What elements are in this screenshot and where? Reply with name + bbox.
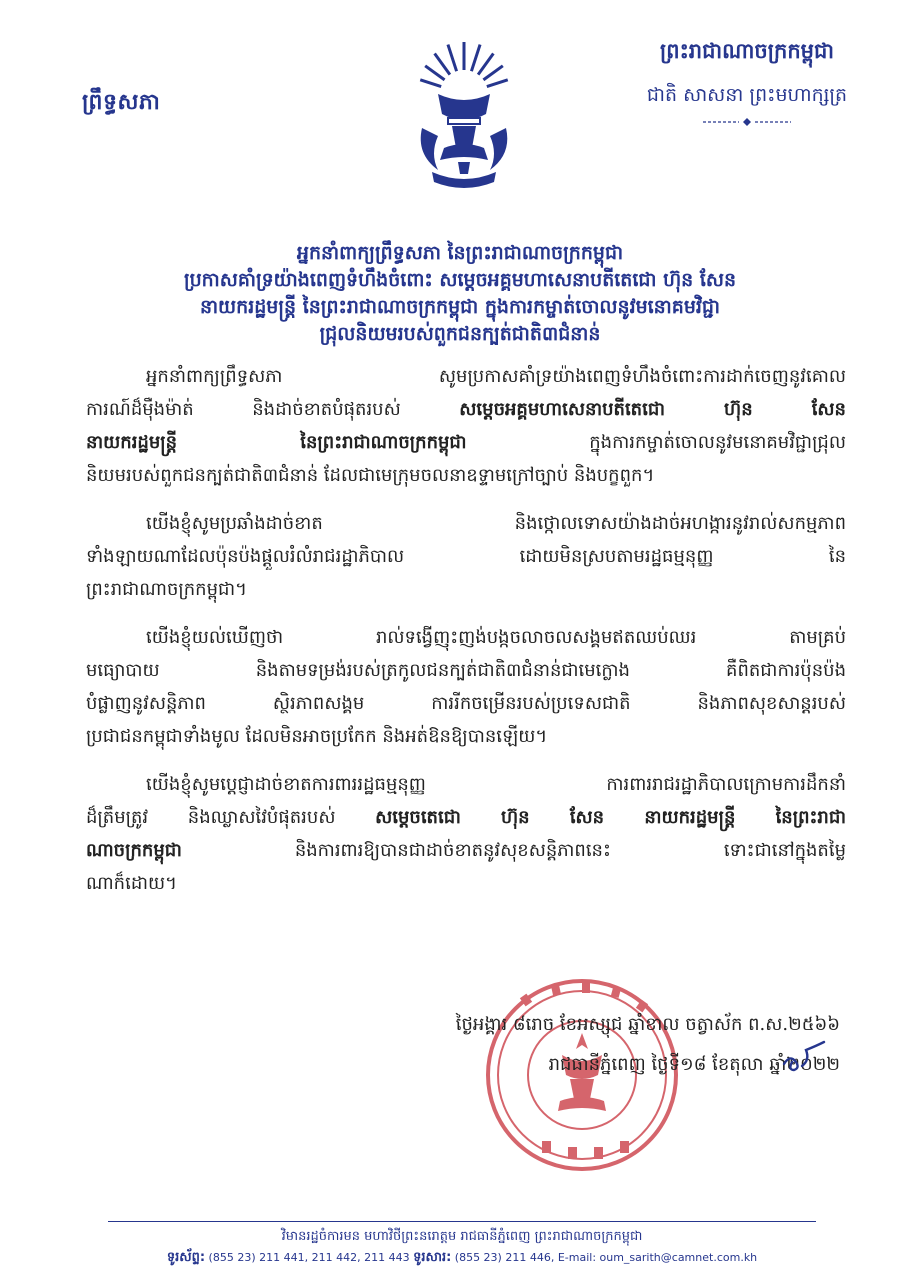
bold-name: ណាចក្រកម្ពុជា (86, 840, 182, 861)
text-span: ការណ៍ដ៏ម៉ឺងម៉ាត់ និងដាច់ខាតបំផុតរបស់ (86, 399, 460, 420)
senate-heading: ព្រឹទ្ធសភា (82, 89, 161, 115)
bold-name: នាយករដ្ឋមន្ត្រី នៃព្រះរាជាណាចក្រកម្ពុជា (86, 432, 467, 453)
footer (108, 1226, 816, 1268)
paragraph-2 (86, 507, 846, 606)
title-line: អ្នកនាំពាក្យព្រឹទ្ធសភា នៃព្រះរាជាណាចក្រកម្ពុជា (296, 242, 624, 264)
kingdom-name: ព្រះរាជាណាចក្រកម្ពុជា (659, 38, 834, 63)
text-line: និយមរបស់ពួកជនក្បត់ជាតិ៣ជំនាន់ ដែលជាមេក្រុមចលនាឧទ្ទាមក្រៅច្បាប់ និងបក្ខពួក។ (86, 465, 655, 486)
paragraph-3 (86, 621, 846, 753)
bold-name: សម្តេចតេជោ ហ៊ុន សែន នាយករដ្ឋមន្ត្រី នៃព្រះរាជា (375, 807, 846, 828)
footer-contacts (108, 1248, 816, 1268)
phone-numbers: (855 23) 211 441, 211 442, 211 443 (205, 1251, 414, 1264)
text-line: យើងខ្ញុំសូមប្តេជ្ញាដាច់ខាតការពាររដ្ឋធម្មនុញ្ញ ការពាររាជរដ្ឋាភិបាលក្រោមការដឹកនាំ (146, 774, 846, 795)
text-line: អ្នកនាំពាក្យព្រឹទ្ធសភា សូមប្រកាសគាំទ្រយ៉ាងពេញទំហឹងចំពោះការដាក់ចេញនូវគោល (146, 366, 846, 387)
text-line (86, 426, 846, 459)
statement-title (60, 240, 860, 348)
text-line: ទាំងឡាយណាដែលប៉ុនប៉ងផ្តួលរំលំរាជរដ្ឋាភិបាល ដោយមិនស្របតាមរដ្ឋធម្មនុញ្ញ នៃ (86, 546, 846, 567)
text-line (86, 393, 846, 426)
kingdom-header (642, 38, 852, 131)
text-line: ប្រជាជនកម្ពុជាទាំងមូល ដែលមិនអាចប្រកែក និងអត់ឱនឱ្យបានឡើយ។ (86, 726, 548, 747)
paragraph-4 (86, 768, 846, 900)
phone-label: ទូរស័ព្ទ: (166, 1250, 206, 1265)
text-line (86, 834, 846, 867)
signature-icon (780, 1036, 830, 1076)
text-span: និងការពារឱ្យបានជាដាច់ខាតនូវសុខសន្តិភាពនេះ ទោះជានៅក្នុងតម្លៃ (181, 840, 846, 861)
bold-name: សម្តេចអគ្គមហាសេនាបតីតេជោ ហ៊ុន សែន (459, 399, 846, 420)
national-motto: ជាតិ សាសនា ព្រះមហាក្សត្រ (646, 84, 848, 106)
fax-label: ទូរសារ: (413, 1250, 452, 1265)
text-line: បំផ្លាញនូវសន្តិភាព ស្ថិរភាពសង្គម ការរីកចម្រើនរបស់ប្រទេសជាតិ និងភាពសុខសាន្តរបស់ (86, 693, 846, 714)
text-line: មធ្យោបាយ និងតាមទម្រង់របស់ត្រកូលជនក្បត់ជាតិ៣ជំនាន់ជាមេក្លោង គឺពិតជាការប៉ុនប៉ង (86, 660, 846, 681)
text-span: ដ៏ត្រឹមត្រូវ និងឈ្លាសវៃបំផុតរបស់ (86, 807, 376, 828)
footer-address: វិមានរដ្ឋចំការមន មហាវិថីព្រះនរោត្តម រាជធានីភ្នំពេញ ព្រះរាជាណាចក្រកម្ពុជា (281, 1229, 643, 1244)
text-line (86, 801, 846, 834)
title-line: ប្រកាសគាំទ្រយ៉ាងពេញទំហឹងចំពោះ សម្តេចអគ្គមហាសេនាបតីតេជោ ហ៊ុន សែន (183, 269, 737, 291)
title-line: នាយករដ្ឋមន្ត្រី នៃព្រះរាជាណាចក្រកម្ពុជា ក្នុងការកម្ចាត់ចោលនូវមនោគមវិជ្ជា (199, 296, 721, 318)
text-line: ណាក៏ដោយ។ (86, 873, 177, 894)
text-line: ព្រះរាជាណាចក្រកម្ពុជា។ (86, 579, 248, 600)
footer-divider (108, 1221, 816, 1222)
text-line: យើងខ្ញុំយល់ឃើញថា រាល់ទង្វើញុះញង់បង្កចលាចលសង្គមឥតឈប់ឈរ តាមគ្រប់ (146, 627, 846, 648)
lunar-date: ថ្ងៃអង្គារ ៨រោច ខែអស្សុជ ឆ្នាំខាល ចត្វាស័ក ព.ស.២៥៦៦ (455, 1014, 840, 1035)
paragraph-1 (86, 360, 846, 492)
solar-date: រាជធានីភ្នំពេញ ថ្ងៃទី១៨ ខែតុលា ឆ្នាំ២០២២ (548, 1054, 840, 1075)
text-line: យើងខ្ញុំសូមប្រឆាំងដាច់ខាត និងថ្កោលទោសយ៉ាងដាច់អហង្ការនូវរាល់សកម្មភាព (146, 513, 846, 534)
date-block (400, 1005, 840, 1085)
fax-email: (855 23) 211 446, E-mail: oum_sarith@camnet.com.kh (451, 1251, 758, 1264)
text-span: ក្នុងការកម្ចាត់ចោលនូវមនោគមវិជ្ជាជ្រុល (466, 432, 846, 453)
statement-body (86, 360, 846, 915)
senate-emblem-icon (408, 36, 520, 194)
title-line: ជ្រុលនិយមរបស់ពួកជនក្បត់ជាតិ៣ជំនាន់ (319, 323, 601, 345)
ornament-divider-icon (701, 117, 793, 127)
